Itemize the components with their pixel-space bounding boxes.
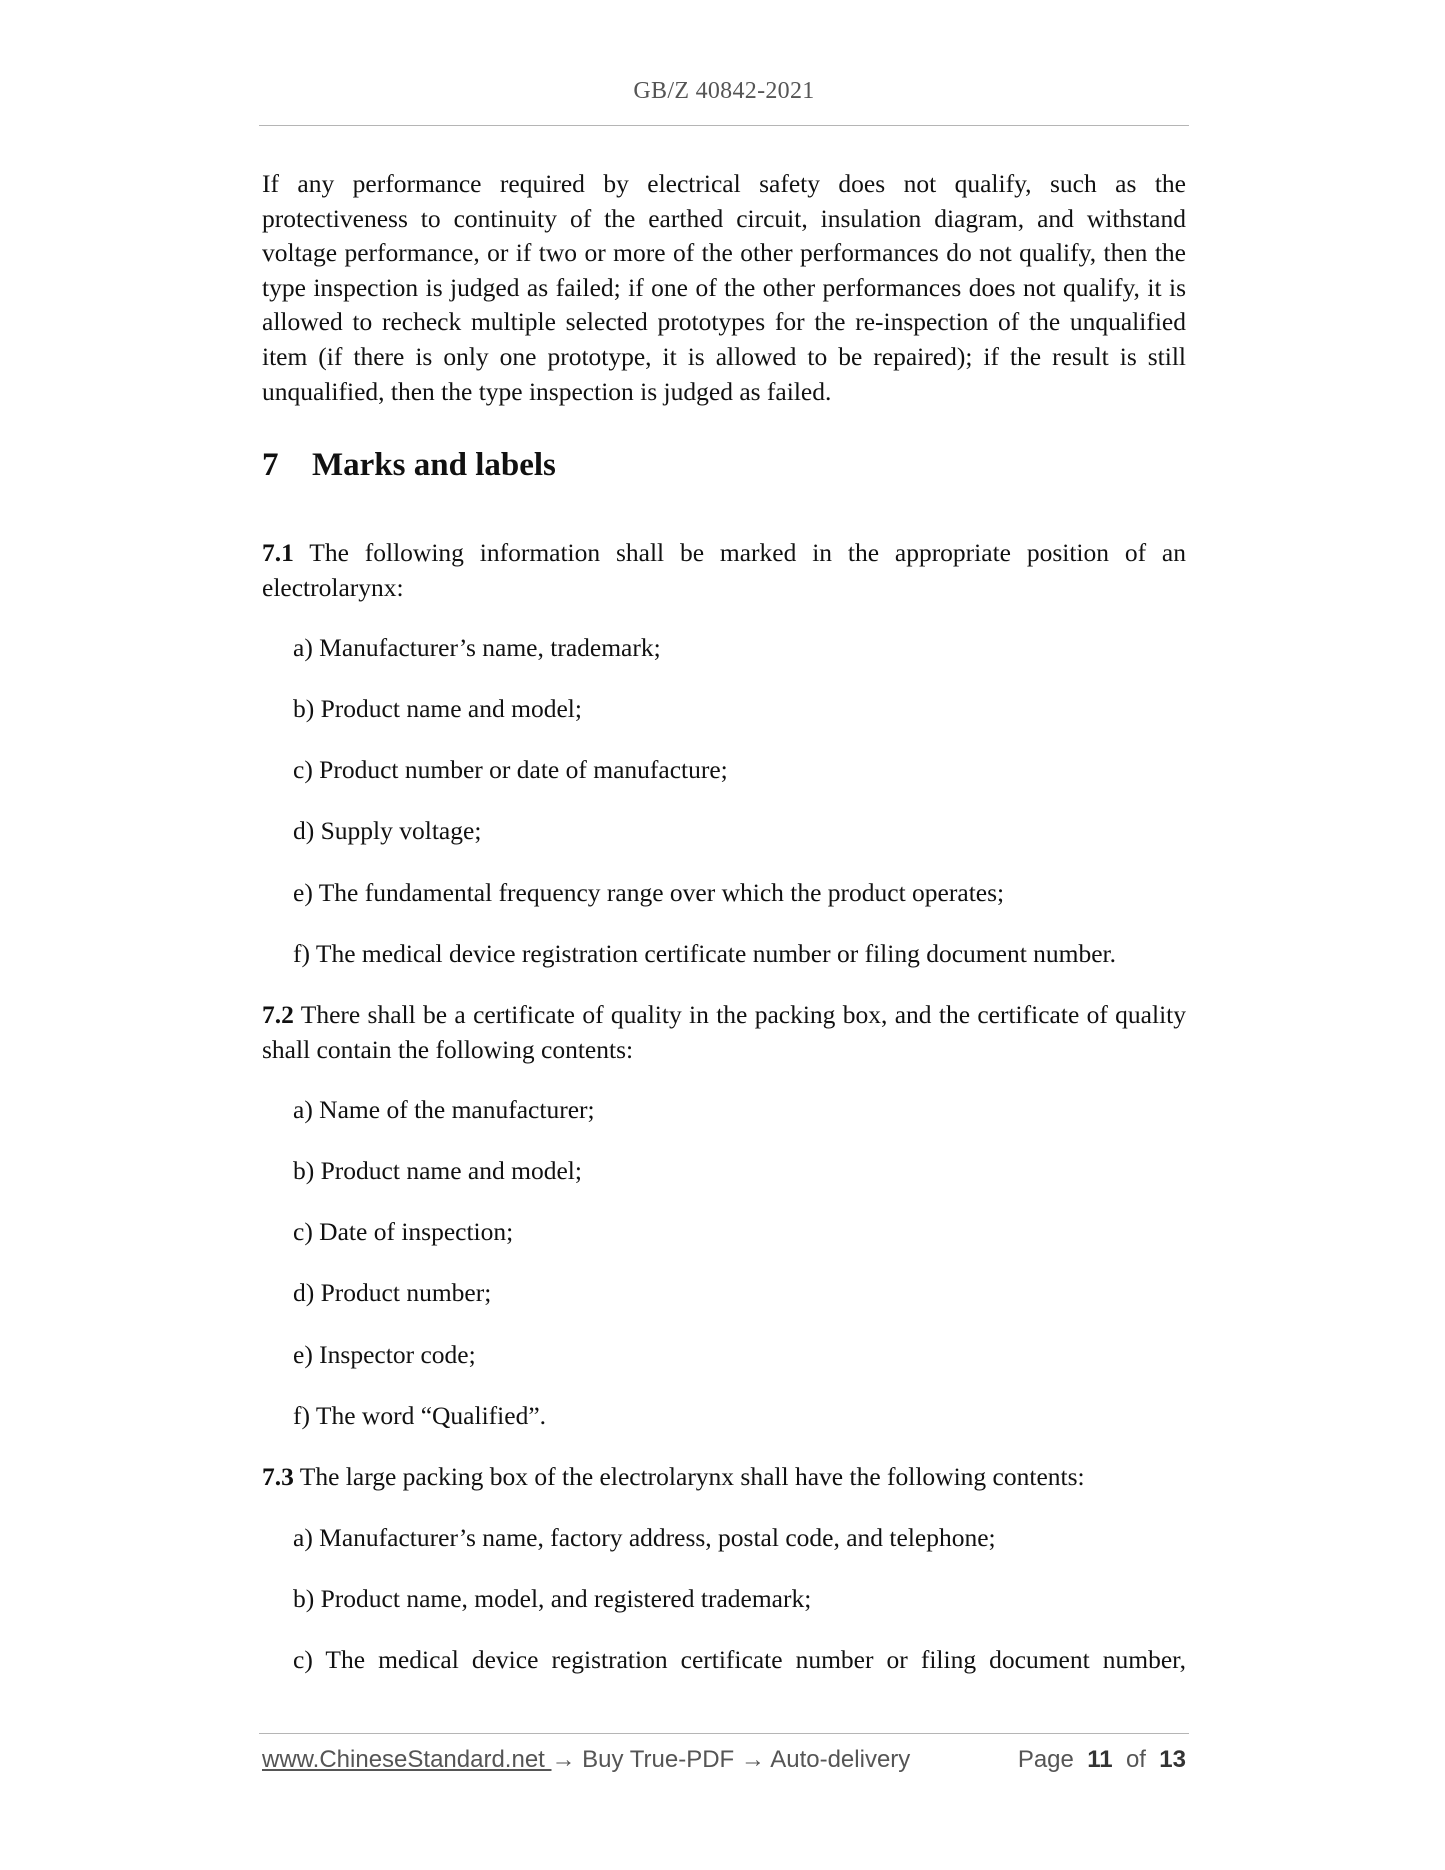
arrow-right-icon: →: [740, 1746, 765, 1773]
list-item: a) Manufacturer’s name, factory address, postal code, and telephone;: [293, 1523, 996, 1552]
clause-number: 7.1: [262, 538, 294, 567]
list-item: e) The fundamental frequency range over which the product operates;: [293, 878, 1005, 907]
clause-number: 7.2: [262, 1000, 294, 1029]
website-link[interactable]: www.ChineseStandard.net: [262, 1746, 552, 1773]
buy-true-pdf-text: Buy True-PDF: [575, 1746, 741, 1773]
footer-links: [262, 1746, 910, 1774]
section-number: 7: [262, 447, 279, 483]
clause-text: The large packing box of the electrolarynx shall have the following contents:: [293, 1462, 1085, 1491]
list-item: b) Product name and model;: [293, 1156, 582, 1185]
clause-7-1: [262, 536, 1186, 605]
list-item: a) Name of the manufacturer;: [293, 1095, 595, 1124]
list-item: c) Date of inspection;: [293, 1217, 514, 1246]
header-divider: [259, 125, 1189, 126]
list-item: b) Product name and model;: [293, 694, 582, 723]
clause-7-2: [262, 998, 1186, 1067]
list-item: d) Product number;: [293, 1278, 492, 1307]
clause-7-3: [262, 1460, 1186, 1495]
list-item: e) Inspector code;: [293, 1340, 476, 1369]
clause-number: 7.3: [262, 1462, 294, 1491]
clause-text: There shall be a certificate of quality in the packing box, and the certificate of quality shall contain the following contents:: [262, 1000, 1186, 1064]
intro-paragraph: If any performance required by electrical safety does not qualify, such as the protectiveness to continuity of the earthed circuit, insulation diagram, and withstand voltage performance, or if two or more of the other performances do not qualify, then the type inspection is judged as failed; if one of the other performances does not qualify, it is allowed to recheck multiple selected prototypes for the re-inspection of the unqualified item (if there is only one prototype, it is allowed to be repaired); if the result is still unqualified, then the type inspection is judged as failed.: [262, 169, 1186, 406]
arrow-right-icon: →: [551, 1746, 576, 1773]
list-item: f) The medical device registration certificate number or filing document number.: [293, 939, 1117, 968]
document-code-header: GB/Z 40842-2021: [633, 78, 815, 104]
section-title: Marks and labels: [312, 447, 556, 483]
clause-text: The following information shall be marked in the appropriate position of an electrolarynx:: [262, 538, 1186, 602]
auto-delivery-text: Auto-delivery: [764, 1746, 911, 1773]
total-page-count: 13: [1159, 1746, 1186, 1773]
section-heading: [262, 447, 556, 484]
list-item: d) Supply voltage;: [293, 816, 482, 845]
page-label: Page: [1017, 1746, 1074, 1773]
page-indicator: [1018, 1746, 1186, 1774]
current-page-number: 11: [1087, 1746, 1113, 1773]
list-item: c) Product number or date of manufacture;: [293, 755, 728, 784]
list-item: f) The word “Qualified”.: [293, 1401, 547, 1430]
list-item: a) Manufacturer’s name, trademark;: [293, 633, 661, 662]
list-item: c) The medical device registration certificate number or filing document number,: [293, 1645, 1186, 1674]
of-label: of: [1125, 1746, 1146, 1773]
list-item: b) Product name, model, and registered trademark;: [293, 1584, 812, 1613]
footer-divider: [259, 1733, 1189, 1734]
